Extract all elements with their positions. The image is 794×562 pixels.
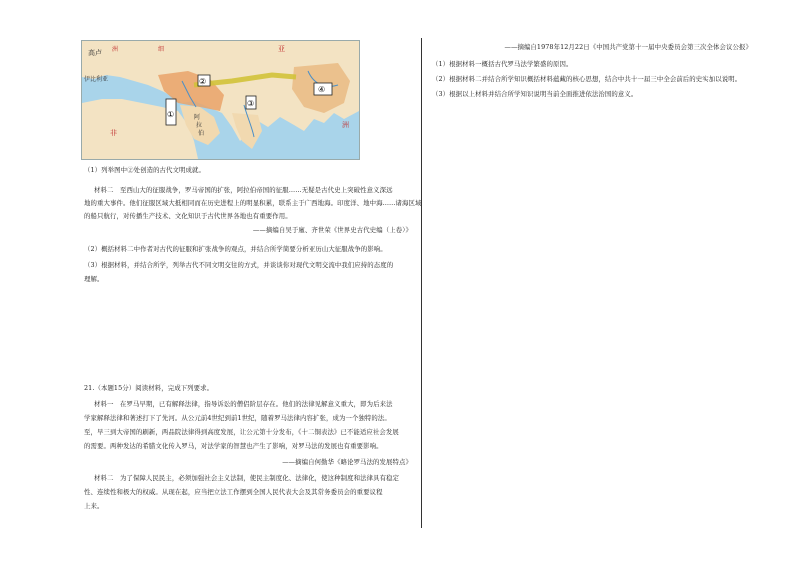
map-label: 亚 <box>278 45 285 53</box>
question-3-line: （3）根据材料，并结合所学，列举古代不同文明交往的方式，并谈谈你对现代文明交流中我们应持的态度的 <box>84 261 394 269</box>
map-label: 伯 <box>198 130 205 137</box>
question-1: （1）列举图中②处创造的古代文明成就。 <box>84 166 205 174</box>
right-question-2: （2）根据材料二并结合所学知识概括材料蕴藏的核心思想，结合中共十一届三中全会前后的史实加以说明。 <box>432 75 742 83</box>
column-divider <box>421 38 422 528</box>
material-2-citation: ——摘编自吴于廑、齐世荣《世界史古代史编（上卷）》 <box>252 226 412 234</box>
material-2b-line: 上来。 <box>84 502 104 510</box>
material-1-citation: ——摘编自何勤华《略论罗马法的发展特点》 <box>282 458 412 466</box>
question-21-header: 21.（本题15分）阅读材料，完成下列要求。 <box>84 384 214 392</box>
material-2-line: 材料二 至西山大的征服战争，罗马帝国的扩张，阿拉伯帝国的征服……无疑是古代史上突破性意义深远 <box>94 186 393 194</box>
map-label: 洲 <box>112 46 119 53</box>
material-2b-line: 材料二 为了保障人民民主，必须加强社会主义法制，使民主制度化、法律化，使这种制度和法律具有稳定 <box>94 474 400 482</box>
map-marker-1: ① <box>167 110 175 119</box>
material-1-line: 的需要。两种发达的希腊文化传入罗马，对法学家的智慧也产生了影响，对罗马法的发展也有重要影响。 <box>84 442 383 450</box>
material-1-line: 学家解释法律和著述打下了先河。从公元前4世纪到前1世纪，随着罗马法律内容扩张，成为一个独特的法。 <box>84 414 391 422</box>
map-label: 拉 <box>196 122 203 129</box>
right-question-1: （1）根据材料一概括古代罗马法学繁盛的原因。 <box>432 60 573 68</box>
map-label: 高卢 <box>88 49 102 57</box>
map-label: 阿 <box>194 114 201 121</box>
map-marker-4: ④ <box>318 85 326 94</box>
material-2-line: 地的重大事件。他们征服区域大抵相同而在历史进程上的明显积累，联系主于广西地海。印度洋、地中海……诸海区域 <box>84 199 422 207</box>
material-2-line: 的船只航行，对传播生产技术、文化知识于古代世界各地也有重要作用。 <box>84 212 292 220</box>
ancient-civilization-map <box>81 40 360 160</box>
map-graphic <box>82 41 359 159</box>
map-marker-3: ③ <box>247 99 255 108</box>
map-label: 非 <box>110 129 117 137</box>
map-label: 细 <box>158 46 165 53</box>
material-1-line: 材料一 在罗马早期，已有解释法律，指导诉讼的僧侣阶层存在。他们的法律见解意义重大，即为后来法 <box>94 400 393 408</box>
map-label: 洲 <box>342 121 349 129</box>
question-3-line: 理解。 <box>84 275 104 283</box>
map-marker-2: ② <box>199 77 207 86</box>
right-question-3: （3）根据以上材料并结合所学知识说明当前全面推进依法治国的意义。 <box>432 90 638 98</box>
right-citation: ——摘编自1978年12月22日《中国共产党第十一届中央委员会第三次全体会议公报》 <box>504 43 752 51</box>
question-2: （2）概括材料二中作者对古代的征服和扩张战争的观点，并结合所学简要分析亚历山大征服战争的影响。 <box>84 245 387 253</box>
material-2b-line: 性、连续性和极大的权威。从现在起，应当把立法工作摆到全国人民代表大会及其常务委员会的重要议程 <box>84 488 383 496</box>
material-1-line: 至，早三到大帝国的刷新，两品院法律得到高度发展，让公元第十分发布，《十二铜表法》已不能适应社会发展 <box>84 428 399 436</box>
map-label: 伊比利亚 <box>84 76 109 83</box>
